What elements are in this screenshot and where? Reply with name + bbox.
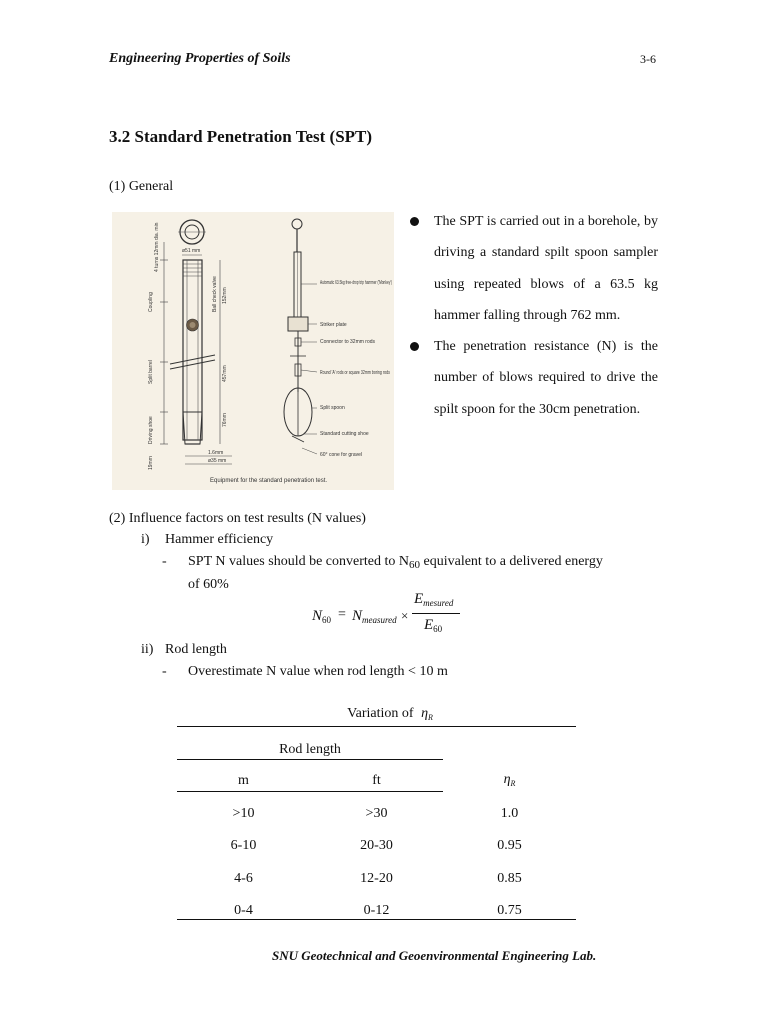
- item1-label: i): [141, 532, 150, 547]
- table-header-rule: [177, 791, 443, 792]
- formula-denominator: E: [424, 617, 434, 633]
- table-col-eta-symbol: η: [503, 772, 511, 787]
- label-thread: 4 turns 12mm dia. min: [154, 222, 160, 272]
- table-cell-m: 0-4: [234, 903, 253, 918]
- table-cell-ft: >30: [365, 806, 388, 821]
- label-cone: 60° cone for gravel: [320, 452, 363, 458]
- label-l457: 457mm: [222, 365, 228, 382]
- label-shoe: Standard cutting shoe: [320, 431, 369, 437]
- item1-text: [188, 554, 658, 571]
- formula-rhs: N: [352, 608, 363, 624]
- table-cell-eta: 1.0: [500, 806, 519, 821]
- label-t16: 1.6mm: [208, 450, 224, 456]
- table-cell-m: 4-6: [234, 871, 253, 886]
- bullet-dot-icon: [410, 342, 419, 351]
- table-col-ft: ft: [372, 773, 381, 788]
- table-title-text: Variation of: [347, 706, 414, 721]
- formula-lhs-sub: 60: [322, 615, 332, 625]
- label-d35: ø35 mm: [208, 458, 227, 464]
- item1-sub: 60: [409, 559, 420, 571]
- item1-dash: -: [162, 554, 167, 569]
- item1-text-line2: of 60%: [188, 577, 229, 592]
- table-col-eta-sub: R: [510, 779, 516, 788]
- label-connector: Connector to 32mm rods: [320, 339, 376, 345]
- formula-equals: =: [338, 607, 346, 622]
- item2-text: Overestimate N value when rod length < 10 m: [188, 664, 448, 679]
- general-heading: (1) General: [109, 179, 174, 194]
- bullet-item: [410, 206, 658, 331]
- item1-text-pre: SPT N values should be converted to N: [188, 554, 409, 569]
- table-top-rule: [177, 726, 576, 727]
- bullet-dot-icon: [410, 217, 419, 226]
- figure-caption: Equipment for the standard penetration test.: [210, 478, 328, 484]
- table-cell-ft: 12-20: [360, 871, 393, 886]
- label-l19: 19mm: [148, 456, 154, 470]
- table-cell-eta: 0.75: [497, 903, 522, 918]
- item2-title: Rod length: [165, 642, 227, 657]
- item2-label: ii): [141, 642, 154, 657]
- table-col-m: m: [238, 773, 249, 788]
- table-bottom-rule: [177, 919, 576, 920]
- label-d51: ø51 mm: [182, 248, 201, 254]
- label-coupling: Coupling: [148, 292, 154, 312]
- formula-numerator-sub: mesured: [423, 598, 454, 608]
- label-l152: 152mm: [222, 287, 228, 304]
- table-title-symbol: η: [421, 706, 429, 721]
- spt-equipment-figure: [112, 212, 394, 490]
- n60-formula: [312, 588, 472, 638]
- formula-fraction-bar: [412, 613, 460, 614]
- running-header-title: Engineering Properties of Soils: [109, 51, 291, 66]
- formula-rhs-sub: measured: [362, 615, 397, 625]
- table-cell-m: 6-10: [230, 838, 257, 853]
- table-cell-eta: 0.85: [497, 871, 522, 886]
- bullet-item: [410, 331, 658, 425]
- label-l76: 76mm: [222, 413, 228, 427]
- label-hammer: Automatic 63.5kg free-drop trip hammer ('Monkey'): [320, 280, 393, 286]
- label-driving-shoe: Driving shoe: [148, 416, 154, 444]
- influence-heading: (2) Influence factors on test results (N values): [109, 511, 366, 526]
- table-group-rule: [177, 759, 443, 760]
- footer-lab-name: SNU Geotechnical and Geoenvironmental Engineering Lab.: [272, 948, 597, 963]
- bullet-list: [410, 206, 658, 425]
- label-spoon: Split spoon: [320, 405, 345, 411]
- table-group-header: Rod length: [279, 742, 341, 757]
- table-col-eta: [443, 772, 576, 788]
- table-cell-eta: 0.95: [497, 838, 522, 853]
- bullet-text: The SPT is carried out in a borehole, by driving a standard spilt spoon sampler using repeated blows of a 63.5 kg hammer falling through 762 mm.: [434, 214, 658, 323]
- table-title: [300, 706, 480, 722]
- formula-lhs: N: [312, 608, 323, 624]
- item1-title: Hammer efficiency: [165, 532, 274, 547]
- page-number: 3-6: [640, 52, 656, 66]
- table-cell-m: >10: [232, 806, 255, 821]
- label-ball-valve: Ball check valve: [212, 276, 218, 312]
- item2-dash: -: [162, 664, 167, 679]
- table-title-sub: R: [428, 713, 433, 722]
- formula-denominator-sub: 60: [433, 624, 443, 634]
- table-cell-ft: 0-12: [363, 903, 390, 918]
- spt-equipment-drawing: [112, 212, 394, 490]
- label-rods: Round 'A' rods or square 32mm boring rods: [320, 370, 391, 376]
- formula-numerator: E: [414, 591, 424, 607]
- formula-times: ×: [401, 608, 409, 623]
- label-split-barrel: Split barrel: [148, 360, 154, 384]
- label-striker: Striker plate: [320, 322, 347, 328]
- table-cell-ft: 20-30: [360, 838, 393, 853]
- item1-text-post: equivalent to a delivered energy: [420, 554, 603, 569]
- svg-text:ø51 mm: [182, 248, 200, 254]
- bullet-text: The penetration resistance (N) is the number of blows required to drive the spilt spoon for the 30cm penetration.: [434, 339, 658, 417]
- section-title: 3.2 Standard Penetration Test (SPT): [109, 127, 373, 146]
